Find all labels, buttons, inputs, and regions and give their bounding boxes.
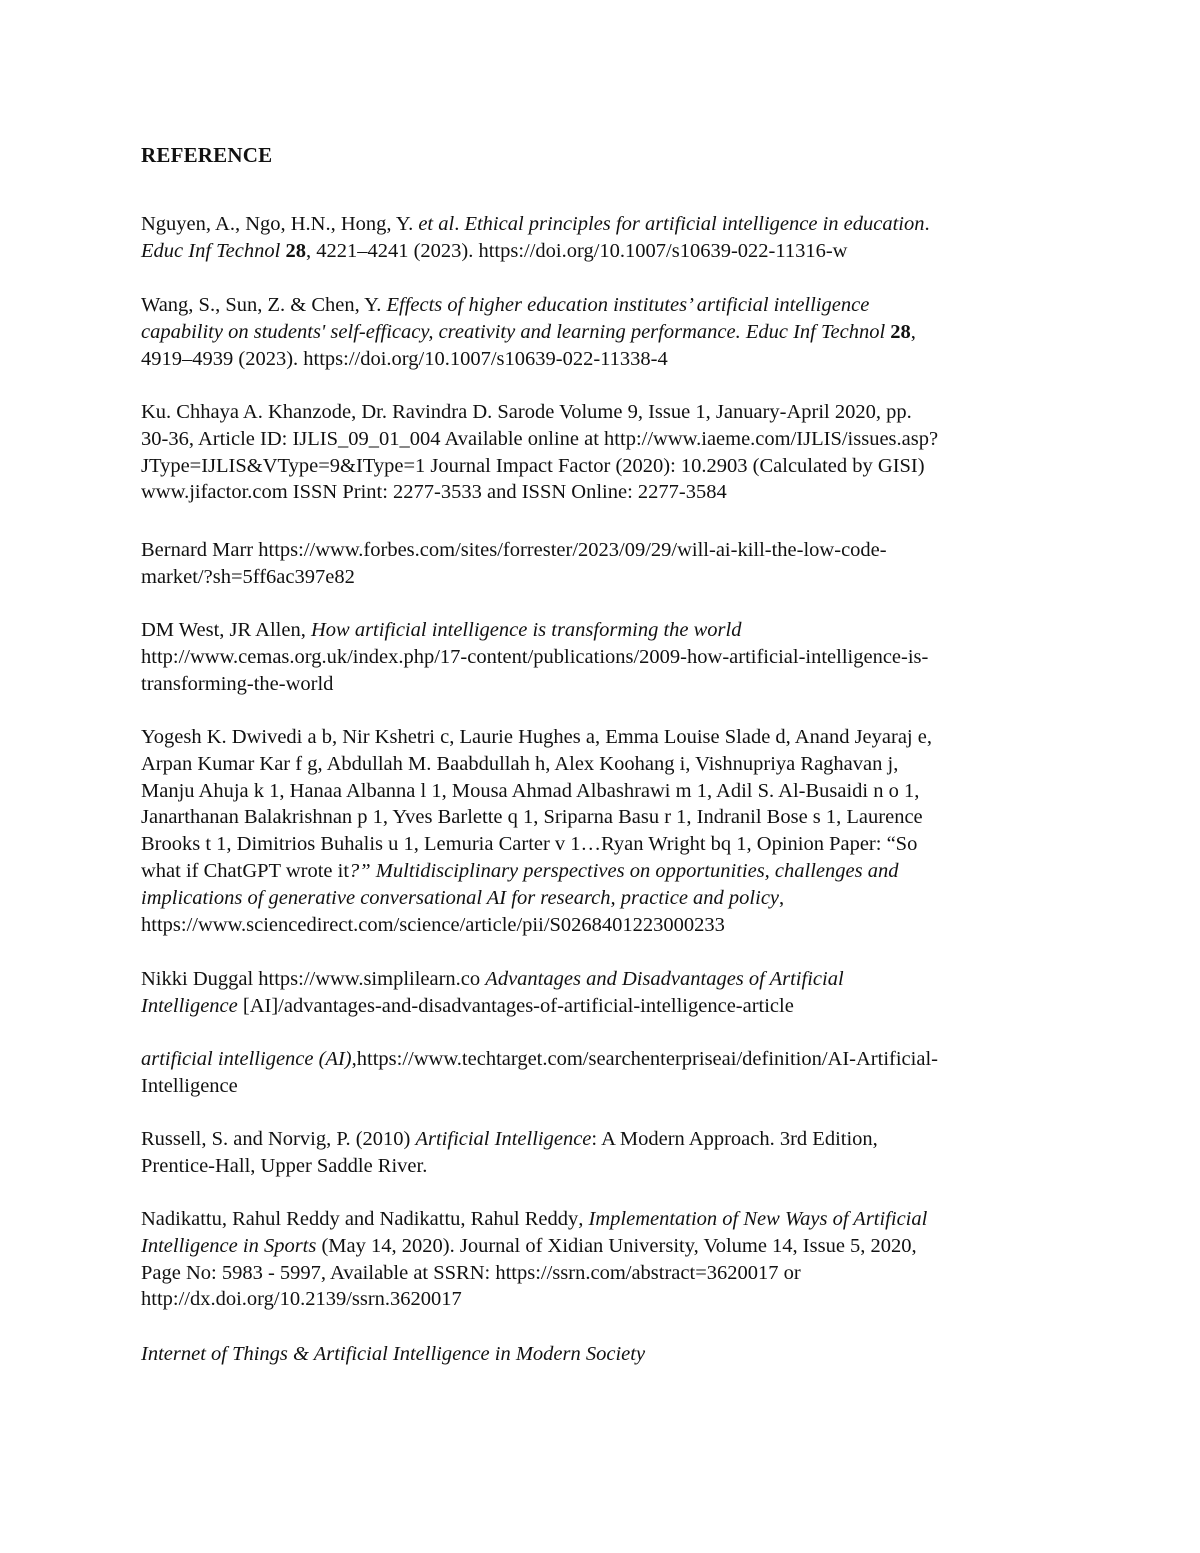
ref-line: Prentice-Hall, Upper Saddle River. — [141, 1154, 428, 1177]
ref-authors: Nguyen, A., Ngo, H.N., Hong, Y. — [141, 213, 419, 235]
ref-line: Intelligence — [141, 1074, 238, 1097]
ref-text: ,https://www.techtarget.com/searchenterpriseai/definition/AI-Artificial- — [351, 1048, 938, 1070]
ref-line: market/?sh=5ff6ac397e82 — [141, 565, 355, 588]
reference-entry-2 — [141, 292, 1061, 372]
ref-title: Intelligence — [141, 994, 238, 1017]
ref-title: Internet of Things & Artificial Intelligence in Modern Society — [141, 1343, 646, 1365]
reference-entry-3 — [141, 399, 1061, 506]
ref-journal: Educ Inf Technol — [141, 239, 281, 262]
ref-line: Janarthanan Balakrishnan p 1, Yves Barlette q 1, Sriparna Basu r 1, Indranil Bose s 1, Laurence — [141, 806, 923, 829]
reference-entry-11 — [141, 1341, 1061, 1368]
ref-etal: et al — [418, 213, 455, 235]
ref-line: Page No: 5983 - 5997, Available at SSRN: https://ssrn.com/abstract=3620017 or — [141, 1261, 801, 1284]
ref-journal: Educ Inf Technol — [745, 320, 886, 343]
ref-text: what if ChatGPT wrote it — [141, 859, 350, 882]
ref-punct: . — [454, 213, 465, 235]
ref-volume: 28 — [890, 320, 911, 343]
ref-volume: 28 — [285, 239, 306, 262]
ref-authors: Nadikattu, Rahul Reddy and Nadikattu, Rahul Reddy — [141, 1208, 579, 1230]
reference-entry-10 — [141, 1206, 1061, 1313]
ref-title: , Implementation of New Ways of Artificial — [578, 1208, 928, 1230]
ref-title: Artificial Intelligence — [415, 1128, 592, 1150]
reference-entry-6 — [141, 724, 1061, 938]
ref-authors: Wang, S., Sun, Z. & Chen, Y — [141, 294, 377, 316]
ref-title: Ethical principles for artificial intelligence in education — [464, 213, 925, 235]
ref-line: https://www.sciencedirect.com/science/article/pii/S0268401223000233 — [141, 913, 725, 936]
ref-details: , 4221–4241 (2023). https://doi.org/10.1007/s10639-022-11316-w — [305, 239, 848, 262]
ref-title: Intelligence in Sports — [141, 1234, 317, 1257]
ref-punct: , — [779, 886, 785, 909]
ref-text: Russell, S. and Norvig, P. (2010) — [141, 1128, 416, 1150]
ref-line: Ku. Chhaya A. Khanzode, Dr. Ravindra D. Sarode Volume 9, Issue 1, January-April 2020, pp. — [141, 401, 912, 423]
ref-line: 30-36, Article ID: IJLIS_09_01_004 Available online at http://www.iaeme.com/IJLIS/issues.asp? — [141, 427, 939, 450]
ref-line: Manju Ahuja k 1, Hanaa Albanna l 1, Mousa Ahmad Albashrawi m 1, Adil S. Al-Busaidi n o 1, — [141, 779, 920, 802]
ref-line: Yogesh K. Dwivedi a b, Nir Kshetri c, Laurie Hughes a, Emma Louise Slade d, Anand Jeyaraj e, — [141, 726, 932, 748]
ref-text: : A Modern Approach. 3rd Edition, — [591, 1128, 878, 1150]
ref-line: Arpan Kumar Kar f g, Abdullah M. Baabdullah h, Alex Koohang i, Vishnupriya Raghavan j, — [141, 752, 899, 775]
reference-entry-4 — [141, 537, 1061, 591]
reference-entry-5 — [141, 617, 1061, 697]
ref-text: [AI]/advantages-and-disadvantages-of-artificial-intelligence-article — [237, 994, 794, 1017]
ref-line: www.jifactor.com ISSN Print: 2277-3533 and ISSN Online: 2277-3584 — [141, 481, 727, 504]
ref-title: capability on students' self-efficacy, creativity and learning performance. — [141, 320, 741, 343]
ref-line: Brooks t 1, Dimitrios Buhalis u 1, Lemuria Carter v 1…Ryan Wright bq 1, Opinion Paper: “So — [141, 833, 918, 856]
ref-line: Bernard Marr https://www.forbes.com/sites/forrester/2023/09/29/will-ai-kill-the-low-code- — [141, 539, 887, 561]
ref-details: 4919–4939 (2023). https://doi.org/10.1007/s10639-022-11338-4 — [141, 347, 668, 370]
reference-entry-9 — [141, 1126, 1061, 1180]
page-heading: REFERENCE — [141, 143, 273, 167]
ref-title: ?” Multidisciplinary perspectives on opportunities, challenges and — [349, 859, 899, 882]
reference-entry-7 — [141, 966, 1061, 1020]
ref-text: Nikki Duggal https://www.simplilearn.co — [141, 968, 486, 990]
ref-punct: , — [910, 320, 916, 343]
ref-title: Effects of higher education institutes’ artificial intelligence — [386, 294, 870, 316]
reference-entry-1 — [141, 211, 1061, 265]
ref-line: http://dx.doi.org/10.2139/ssrn.3620017 — [141, 1288, 462, 1311]
ref-line: JType=IJLIS&VType=9&IType=1 Journal Impact Factor (2020): 10.2903 (Calculated by GISI) — [141, 454, 925, 477]
ref-line: http://www.cemas.org.uk/index.php/17-content/publications/2009-how-artificial-intelligence-is- — [141, 645, 929, 668]
ref-title: How artificial intelligence is transforming the world — [310, 619, 742, 641]
ref-line: transforming-the-world — [141, 672, 334, 695]
ref-text: (May 14, 2020). Journal of Xidian University, Volume 14, Issue 5, 2020, — [316, 1234, 917, 1257]
ref-punct: . — [924, 213, 930, 235]
ref-authors: DM West, JR Allen, — [141, 619, 311, 641]
ref-title: Advantages and Disadvantages of Artificial — [485, 968, 844, 990]
ref-punct: . — [376, 294, 387, 316]
ref-title: implications of generative conversational AI for research, practice and policy — [141, 886, 780, 909]
ref-title: artificial intelligence (AI) — [141, 1048, 352, 1070]
reference-entry-8 — [141, 1046, 1061, 1100]
